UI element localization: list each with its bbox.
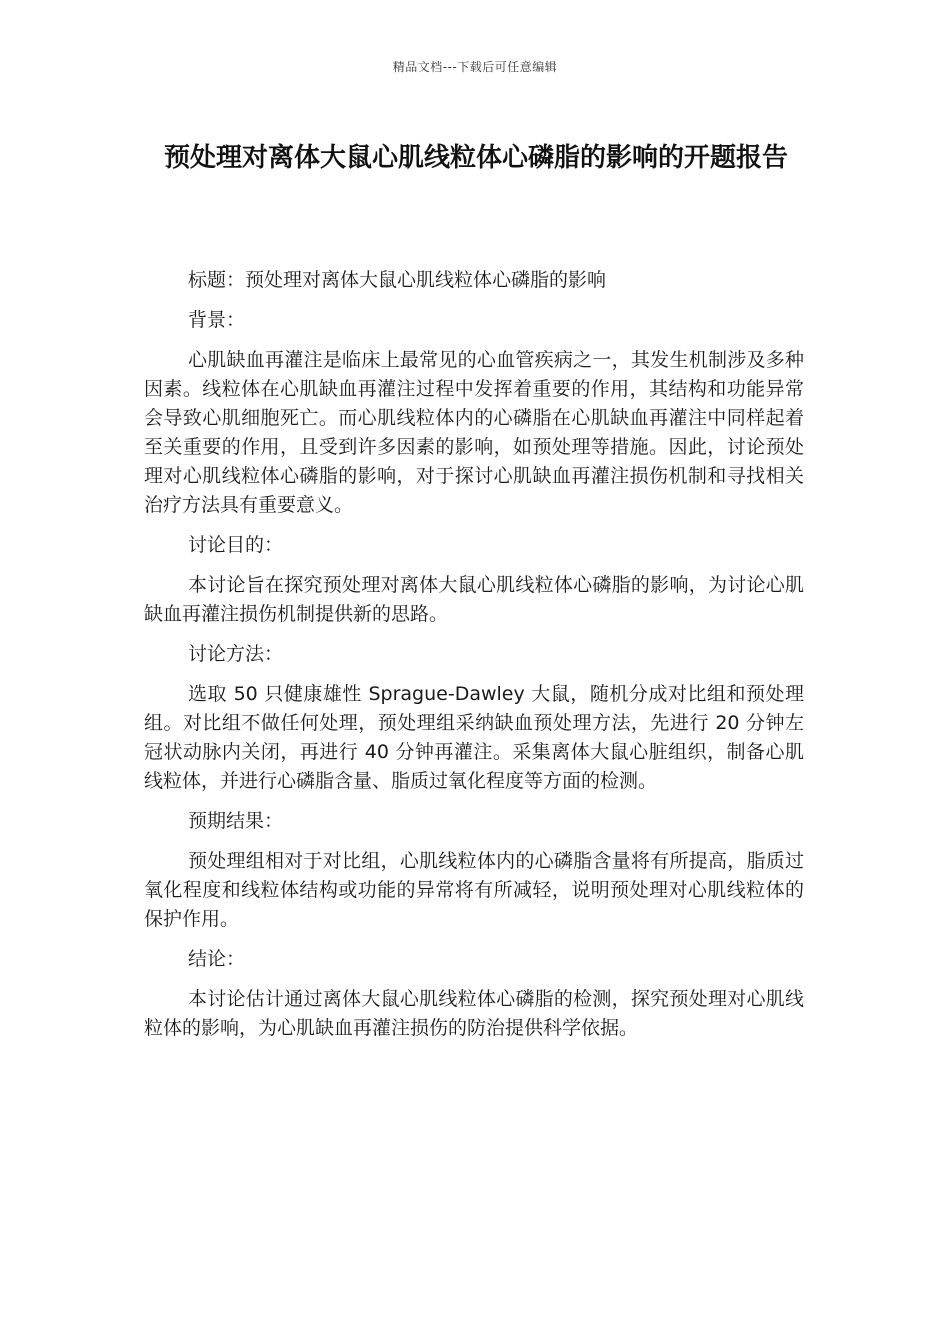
header-note: 精品文档---下载后可任意编辑 — [392, 60, 558, 74]
title-label: 标题：预处理对离体大鼠心肌线粒体心磷脂的影响 — [188, 269, 607, 291]
purpose-paragraph: 本讨论旨在探究预处理对离体大鼠心肌线粒体心磷脂的影响，为讨论心肌缺血再灌注损伤机制提供新的思路。 — [144, 574, 804, 625]
purpose-label: 讨论目的： — [188, 534, 284, 556]
method-paragraph: 选取 50 只健康雄性 Sprague-Dawley 大鼠，随机分成对比组和预处理组。对比组不做任何处理，预处理组采纳缺血预处理方法，先进行 20 分钟左冠状动脉内关闭，再进行 40 分钟再灌注。采集离体大鼠心脏组织，制备心肌线粒体，并进行心磷脂含量、脂质过氧化程度等方面的检测。 — [144, 683, 804, 792]
background-paragraph: 心肌缺血再灌注是临床上最常见的心血管疾病之一，其发生机制涉及多种因素。线粒体在心肌缺血再灌注过程中发挥着重要的作用，其结构和功能异常会导致心肌细胞死亡。而心肌线粒体内的心磷脂在心肌缺血再灌注中同样起着至关重要的作用，且受到许多因素的影响，如预处理等措施。因此，讨论预处理对心肌线粒体心磷脂的影响，对于探讨心肌缺血再灌注损伤机制和寻找相关治疗方法具有重要意义。 — [144, 349, 804, 516]
document-title: 预处理对离体大鼠心肌线粒体心磷脂的影响的开题报告 — [163, 143, 788, 173]
background-label: 背景： — [188, 309, 246, 331]
document-body — [144, 266, 804, 1054]
conclusion-paragraph: 本讨论估计通过离体大鼠心肌线粒体心磷脂的检测，探究预处理对心肌线粒体的影响，为心肌缺血再灌注损伤的防治提供科学依据。 — [144, 988, 804, 1039]
expected-result-paragraph: 预处理组相对于对比组，心肌线粒体内的心磷脂含量将有所提高，脂质过氧化程度和线粒体结构或功能的异常将有所减轻，说明预处理对心肌线粒体的保护作用。 — [144, 850, 804, 930]
method-label: 讨论方法： — [188, 643, 284, 665]
conclusion-label: 结论： — [188, 948, 246, 970]
expected-result-label: 预期结果： — [188, 810, 284, 832]
